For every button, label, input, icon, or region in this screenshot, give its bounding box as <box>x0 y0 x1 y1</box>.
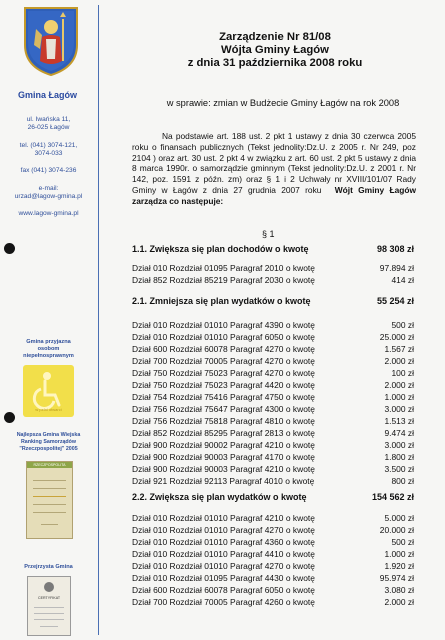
fax-number: fax (041) 3074-236 <box>20 167 77 174</box>
row-description: Dział 010 Rozdział 01010 Paragraf 4410 o kwotę <box>132 549 315 559</box>
ordinance-subject: w sprawie: zmian w Budżecie Gminy Łagów na rok 2008 <box>166 98 400 108</box>
ranking-certificate-image <box>26 461 73 539</box>
ordinance-date: z dnia 31 października 2008 roku <box>187 57 363 69</box>
budget-row <box>132 561 414 572</box>
accessibility-badge <box>23 365 74 417</box>
budget-row <box>132 392 414 403</box>
row-description: Dział 010 Rozdział 01010 Paragraf 6050 o kwotę <box>132 332 315 342</box>
budget-row <box>132 585 414 596</box>
legal-basis-text: Na podstawie art. 188 ust. 2 pkt 1 ustawy z dnia 30 czerwca 2005 roku o finansach publicznych (Tekst jednolity:Dz.U. z 2005 r. Nr 249, poz 2104 ) oraz art. 30 ust. 2 pkt 4 w związku z art. 60 ust. 2 pkt 5 ustawy z dnia 8 marca 1990r. o samorządzie gminnym (Tekst jednolity:Dz.U. z 2001 r. Nr 142, poz. 1591 z późn. zm) oraz § 1 i 2 Uchwały nr XVIII/101/07 Rady Gminy w Łagów z dnia 27 grudnia 2007 roku <box>132 131 416 195</box>
legal-basis-paragraph <box>132 131 416 206</box>
phone-line-2: 3074-033 <box>34 150 63 157</box>
row-description: Dział 700 Rozdział 70005 Paragraf 4270 o kwotę <box>132 356 315 366</box>
budget-row <box>132 380 414 391</box>
budget-row <box>132 537 414 548</box>
row-description: Dział 852 Rozdział 85219 Paragraf 2030 o kwotę <box>132 275 315 285</box>
budget-row <box>132 476 414 487</box>
row-amount: 20.000 zł <box>379 525 414 535</box>
section-total: 98 308 zł <box>376 244 414 254</box>
row-description: Dział 600 Rozdział 60078 Paragraf 6050 o kwotę <box>132 585 315 595</box>
row-amount: 1.920 zł <box>384 561 414 571</box>
row-amount: 500 zł <box>391 537 414 547</box>
certificate-header: CERTYFIKAT <box>37 596 61 600</box>
budget-row <box>132 416 414 427</box>
row-amount: 1.567 zł <box>384 344 414 354</box>
row-description: Dział 600 Rozdział 60078 Paragraf 4270 o kwotę <box>132 344 315 354</box>
row-description: Dział 010 Rozdział 01010 Paragraf 4270 o kwotę <box>132 525 315 535</box>
budget-row <box>132 404 414 415</box>
coat-of-arms-logo <box>22 5 80 77</box>
row-description: Dział 900 Rozdział 90002 Paragraf 4210 o kwotę <box>132 440 315 450</box>
punch-hole <box>4 243 15 254</box>
row-amount: 1.513 zł <box>384 416 414 426</box>
row-description: Dział 754 Rozdział 75416 Paragraf 4750 o kwotę <box>132 392 315 402</box>
decision-statement: Wójt Gminy Łagów zarządza co następuje: <box>132 184 417 206</box>
row-description: Dział 750 Rozdział 75023 Paragraf 4420 o kwotę <box>132 380 315 390</box>
award2-line-1: Najlepsza Gmina Wiejska <box>16 432 81 438</box>
row-description: Dział 010 Rozdział 01095 Paragraf 2010 o kwotę <box>132 263 315 273</box>
budget-row <box>132 332 414 343</box>
paragraph-mark: § 1 <box>262 229 275 239</box>
section-heading <box>132 492 414 502</box>
row-amount: 95.974 zł <box>379 573 414 583</box>
row-amount: 3.500 zł <box>384 464 414 474</box>
row-amount: 3.000 zł <box>384 440 414 450</box>
row-amount: 1.800 zł <box>384 452 414 462</box>
row-amount: 2.000 zł <box>384 380 414 390</box>
budget-row <box>132 597 414 608</box>
row-amount: 3.080 zł <box>384 585 414 595</box>
badge-caption: w pełni otwarci <box>35 407 62 412</box>
budget-row <box>132 275 414 286</box>
row-description: Dział 010 Rozdział 01010 Paragraf 4390 o kwotę <box>132 320 315 330</box>
award2-line-2: Ranking Samorządów <box>20 439 77 445</box>
sidebar <box>0 0 97 640</box>
municipality-name: Gmina Łagów <box>17 90 77 100</box>
row-amount: 500 zł <box>391 320 414 330</box>
section-title: 2.1. Zmniejsza się plan wydatków o kwotę <box>132 296 311 306</box>
row-description: Dział 010 Rozdział 01010 Paragraf 4210 o kwotę <box>132 513 315 523</box>
address-line-2: 26-025 Łagów <box>27 124 70 131</box>
row-description: Dział 756 Rozdział 75818 Paragraf 4810 o kwotę <box>132 416 315 426</box>
row-description: Dział 750 Rozdział 75023 Paragraf 4270 o kwotę <box>132 368 315 378</box>
phone-line-1: tel. (041) 3074-121, <box>19 142 78 149</box>
email-address[interactable]: urzad@lagow-gmina.pl <box>14 193 83 200</box>
row-amount: 2.000 zł <box>384 356 414 366</box>
ordinance-number: Zarządzenie Nr 81/08 <box>219 31 331 43</box>
row-description: Dział 010 Rozdział 01010 Paragraf 4360 o kwotę <box>132 537 315 547</box>
row-description: Dział 900 Rozdział 90003 Paragraf 4210 o kwotę <box>132 464 315 474</box>
row-description: Dział 700 Rozdział 70005 Paragraf 4260 o kwotę <box>132 597 315 607</box>
row-description: Dział 756 Rozdział 75647 Paragraf 4300 o kwotę <box>132 404 315 414</box>
row-description: Dział 921 Rozdział 92113 Paragraf 4010 o kwotę <box>132 476 315 486</box>
budget-row <box>132 263 414 274</box>
award1-line-3: niepełnosprawnym <box>23 353 74 359</box>
budget-row <box>132 368 414 379</box>
section-heading <box>132 296 414 306</box>
email-label: e-mail: <box>38 185 59 192</box>
budget-row <box>132 525 414 536</box>
budget-row <box>132 549 414 560</box>
budget-row <box>132 513 414 524</box>
budget-row <box>132 573 414 584</box>
budget-row <box>132 320 414 331</box>
award3-title: Przejrzysta Gmina <box>24 564 73 570</box>
row-amount: 414 zł <box>391 275 414 285</box>
row-amount: 97.894 zł <box>379 263 414 273</box>
award1-line-2: osobom <box>37 346 60 352</box>
row-amount: 9.474 zł <box>384 428 414 438</box>
punch-hole <box>4 412 15 423</box>
budget-row <box>132 344 414 355</box>
budget-row <box>132 440 414 451</box>
row-description: Dział 010 Rozdział 01010 Paragraf 4270 o kwotę <box>132 561 315 571</box>
award1-line-1: Gmina przyjazna <box>26 339 71 345</box>
row-amount: 5.000 zł <box>384 513 414 523</box>
row-description: Dział 900 Rozdział 90003 Paragraf 4170 o kwotę <box>132 452 315 462</box>
row-amount: 3.000 zł <box>384 404 414 414</box>
certificate-header: RZECZPOSPOLITA <box>33 463 66 467</box>
section-total: 154 562 zł <box>371 492 414 502</box>
budget-row <box>132 356 414 367</box>
row-amount: 25.000 zł <box>379 332 414 342</box>
section-heading <box>132 244 414 254</box>
section-title: 2.2. Zwiększa się plan wydatków o kwotę <box>132 492 307 502</box>
section-total: 55 254 zł <box>376 296 414 306</box>
row-amount: 1.000 zł <box>384 392 414 402</box>
section-title: 1.1. Zwiększa się plan dochodów o kwotę <box>132 244 309 254</box>
issuer: Wójta Gminy Łagów <box>221 44 329 56</box>
transparency-certificate-image <box>27 576 71 636</box>
row-amount: 2.000 zł <box>384 597 414 607</box>
row-description: Dział 852 Rozdział 85295 Paragraf 2813 o kwotę <box>132 428 315 438</box>
row-amount: 100 zł <box>391 368 414 378</box>
budget-row <box>132 428 414 439</box>
budget-row <box>132 452 414 463</box>
sidebar-divider <box>98 5 99 635</box>
budget-row <box>132 464 414 475</box>
row-amount: 1.000 zł <box>384 549 414 559</box>
address-line-1: ul. Iwańska 11, <box>26 116 71 123</box>
row-amount: 800 zł <box>391 476 414 486</box>
row-description: Dział 010 Rozdział 01095 Paragraf 4430 o kwotę <box>132 573 315 583</box>
award2-line-3: "Rzeczpospolitej" 2005 <box>19 446 78 452</box>
website-link[interactable]: www.lagow-gmina.pl <box>18 210 79 217</box>
